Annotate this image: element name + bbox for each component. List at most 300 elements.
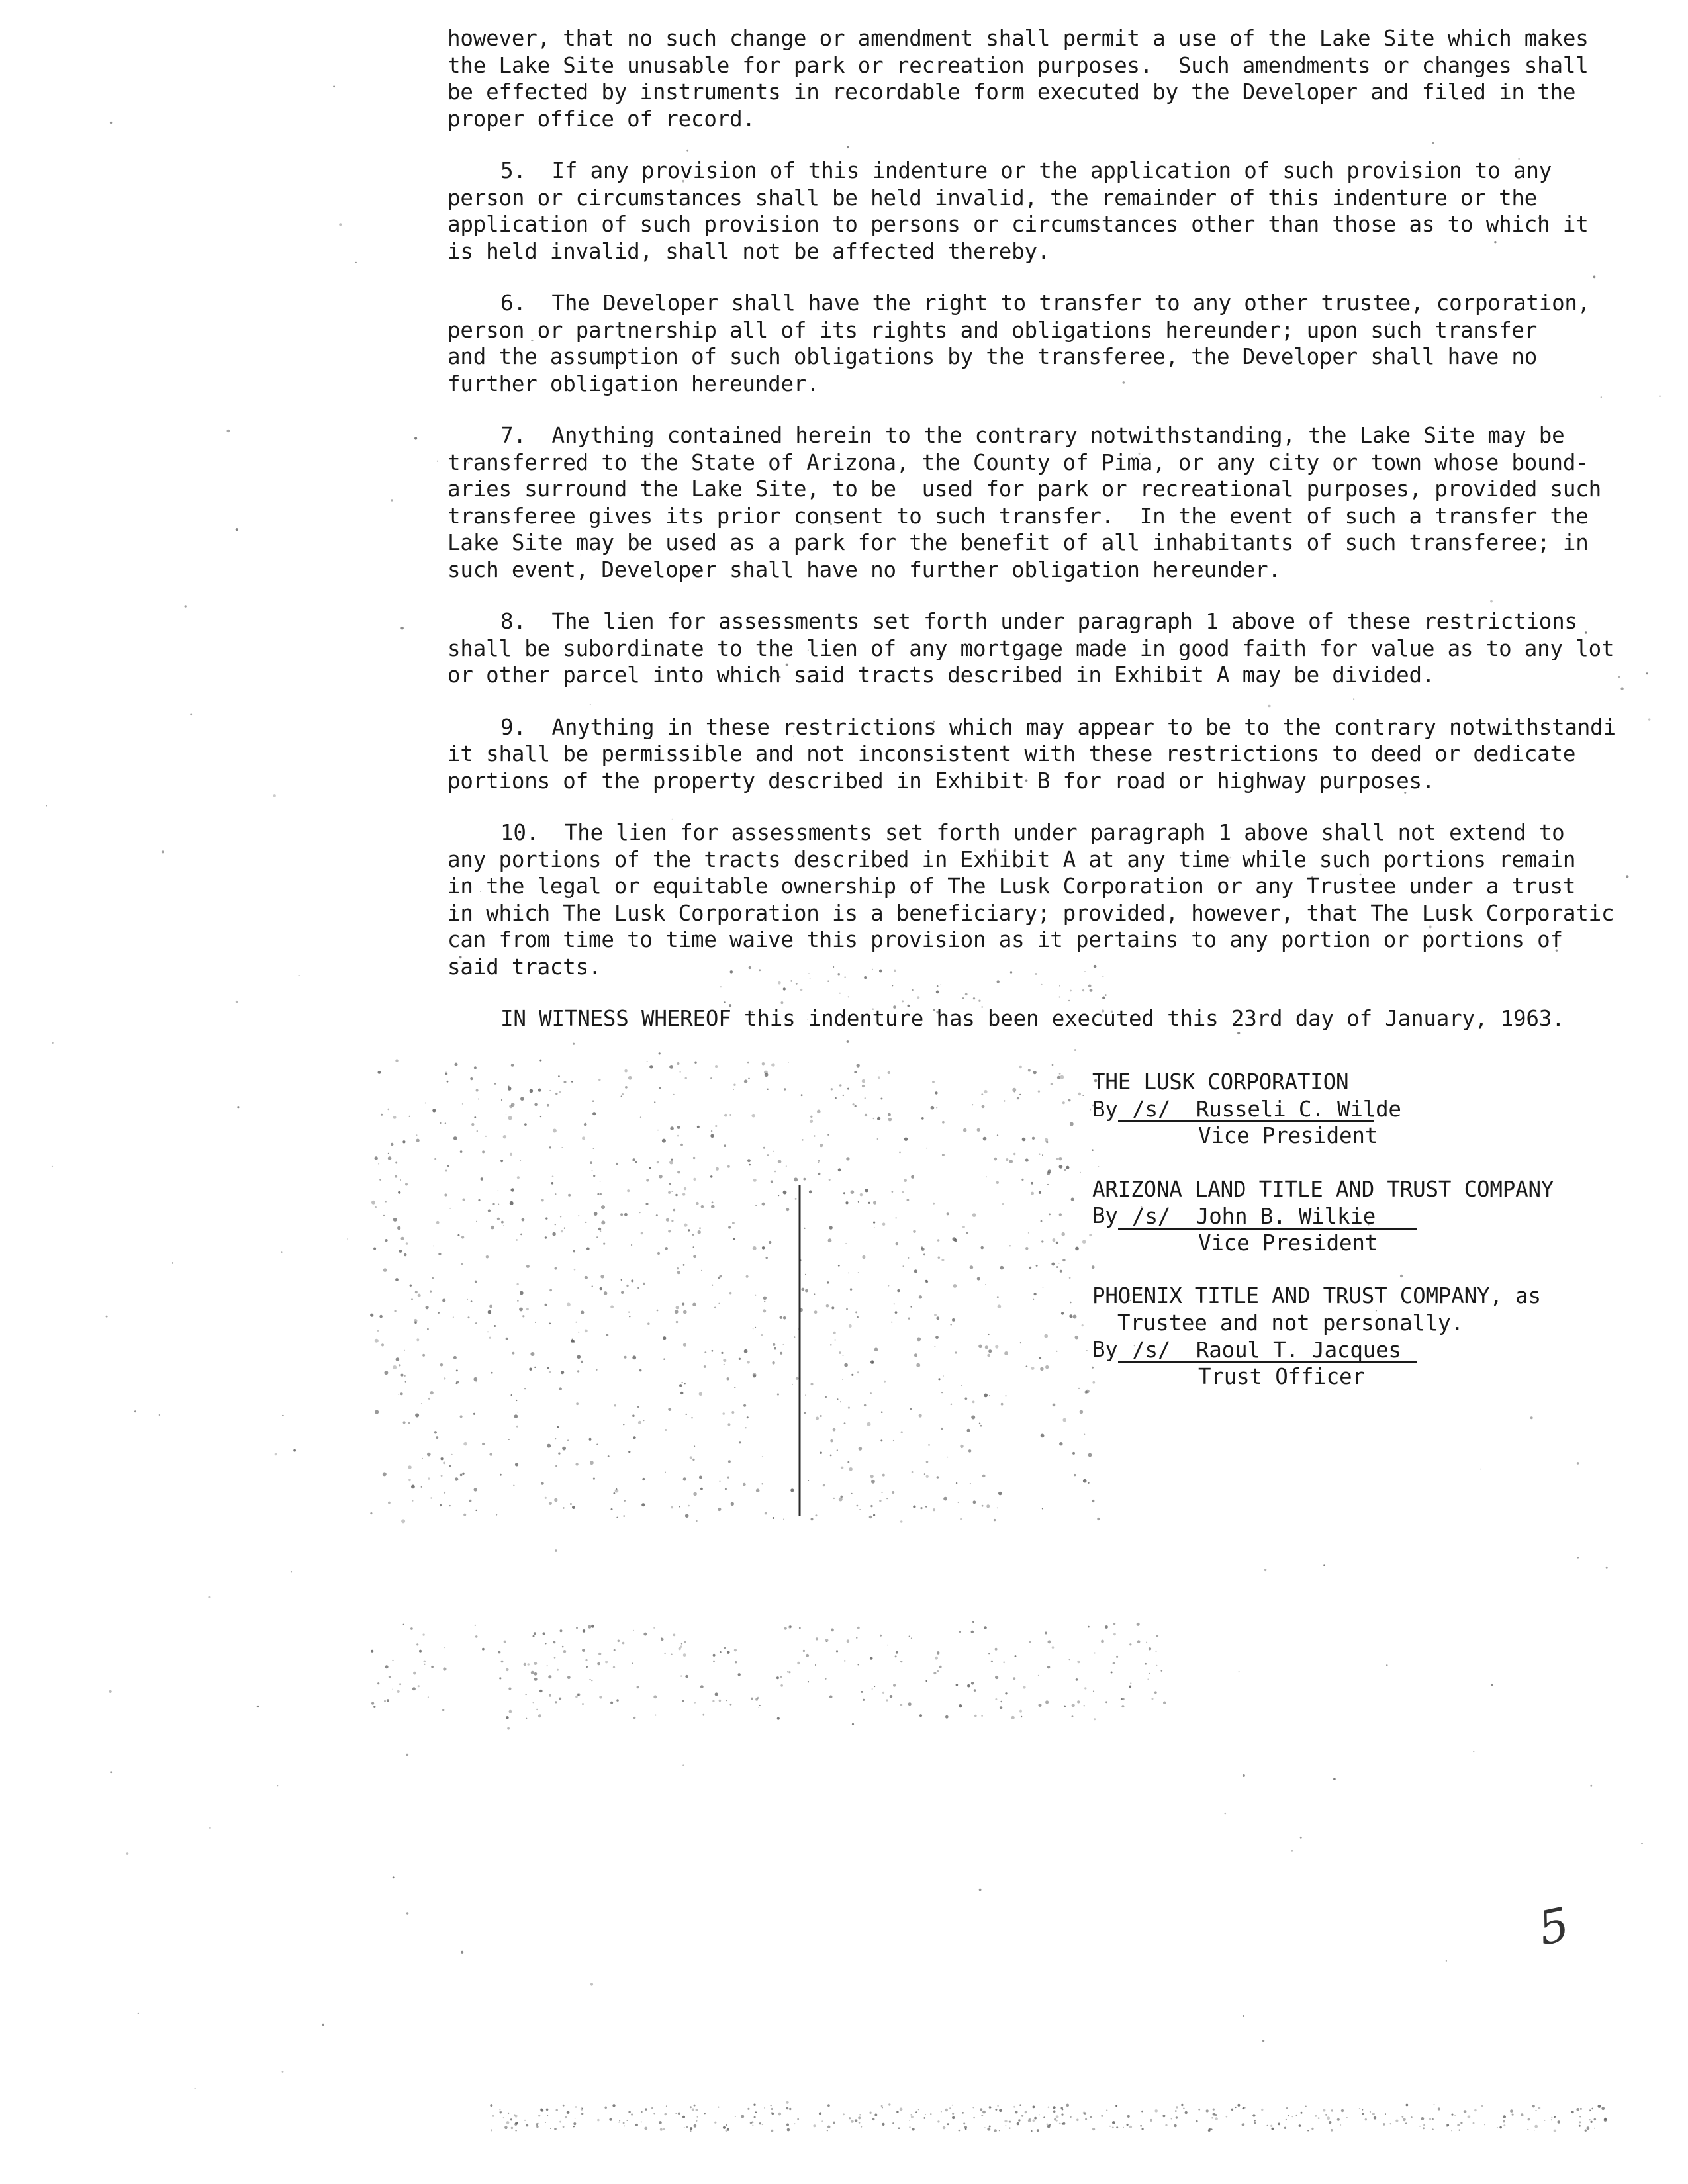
speckle-dot bbox=[710, 1134, 714, 1138]
speckle-dot bbox=[1084, 1705, 1085, 1706]
speckle-dot bbox=[1048, 1640, 1051, 1643]
paragraph-text: Anything contained herein to the contrary notwithstanding, the Lake Site may be transferred to the State of Arizona, the County of Pima, or any city or town whose bound- aries surround the Lake Site, to be used for park or recreational purposes, provided such transferee gives its prior consent to such transfer. In the event of such a transfer the Lake Site may be used as a park for the benefit of all inhabitants of such transferee; in such event, Developer shall have no further obligation hereunder. bbox=[447, 423, 1601, 582]
speckle-dot bbox=[726, 2130, 728, 2132]
speckle-dot bbox=[1061, 2113, 1063, 2115]
speckle-dot bbox=[763, 1297, 767, 1300]
speckle-dot bbox=[378, 1071, 381, 1074]
speckle-dot bbox=[847, 1461, 849, 1463]
speckle-dot bbox=[558, 1452, 560, 1454]
speckle-dot bbox=[915, 2111, 917, 2113]
speckle-dot bbox=[1039, 1191, 1041, 1194]
speckle-dot bbox=[881, 1411, 883, 1413]
speckle-dot bbox=[519, 1308, 523, 1312]
speckle-dot bbox=[1000, 1266, 1004, 1270]
speckle-dot bbox=[878, 1071, 879, 1072]
speckle-dot bbox=[1029, 2118, 1031, 2121]
speckle-dot bbox=[683, 1264, 685, 1266]
speckle-dot bbox=[891, 1322, 892, 1323]
speckle-dot bbox=[1331, 2129, 1333, 2132]
speckle-dot bbox=[857, 1627, 860, 1629]
speckle-dot bbox=[1075, 1247, 1079, 1251]
speckle-dot bbox=[549, 1146, 551, 1148]
speckle-dot bbox=[873, 1514, 875, 1516]
speckle-dot bbox=[1362, 2113, 1364, 2115]
speckle-dot bbox=[1534, 2125, 1538, 2128]
speckle-dot bbox=[999, 2130, 1000, 2131]
speckle-dot bbox=[1039, 1704, 1042, 1707]
speckle-dot bbox=[1083, 2112, 1086, 2115]
speckle-dot bbox=[701, 1270, 702, 1271]
speckle-dot bbox=[1147, 1678, 1149, 1680]
speckle-dot bbox=[907, 1199, 910, 1201]
speckle-dot bbox=[491, 1372, 493, 1374]
speckle-dot bbox=[526, 2124, 528, 2126]
signature-by-label: By bbox=[1092, 1203, 1118, 1228]
speckle-dot bbox=[1329, 2121, 1331, 2124]
speckle-dot bbox=[1019, 1094, 1021, 1095]
speckle-dot bbox=[900, 1704, 902, 1706]
speckle-dot bbox=[903, 1265, 904, 1267]
speckle-dot bbox=[377, 1330, 379, 1332]
speckle-dot bbox=[545, 1304, 547, 1306]
speckle-dot bbox=[1403, 2118, 1406, 2121]
speckle-dot bbox=[869, 1516, 872, 1519]
speckle-dot bbox=[846, 1308, 848, 1310]
speckle-dot bbox=[849, 1467, 853, 1471]
speckle-dot bbox=[628, 1076, 632, 1080]
speckle-dot bbox=[772, 1361, 775, 1365]
speckle-dot bbox=[702, 1714, 704, 1716]
speckle-dot bbox=[1174, 2124, 1176, 2127]
speckle-dot bbox=[925, 1680, 927, 1682]
speckle-dot bbox=[774, 1347, 776, 1350]
speckle-dot bbox=[1237, 2104, 1240, 2107]
speckle-dot bbox=[835, 1097, 837, 1099]
speckle-dot bbox=[923, 2117, 925, 2119]
speckle-dot bbox=[985, 1284, 986, 1285]
speckle-dot bbox=[888, 1071, 890, 1074]
speckle-dot bbox=[1372, 2113, 1375, 2115]
speckle-dot bbox=[1385, 2113, 1386, 2115]
speckle-dot bbox=[526, 1308, 529, 1310]
speckle-dot bbox=[998, 1492, 1002, 1496]
speckle-dot bbox=[424, 1664, 426, 1665]
speckle-dot bbox=[418, 1685, 420, 1687]
speckle-dot bbox=[1300, 1837, 1302, 1839]
speckle-dot bbox=[720, 1480, 721, 1482]
speckle-dot bbox=[859, 2122, 861, 2124]
speckle-dot bbox=[516, 1426, 518, 1428]
speckle-dot bbox=[700, 1685, 704, 1688]
speckle-dot bbox=[1521, 2113, 1524, 2116]
speckle-dot bbox=[597, 2119, 600, 2122]
speckle-dot bbox=[471, 1300, 473, 1302]
speckle-dot bbox=[827, 2104, 830, 2107]
speckle-dot bbox=[190, 713, 192, 715]
speckle-dot bbox=[621, 1279, 622, 1281]
speckle-dot bbox=[432, 1277, 434, 1279]
speckle-dot bbox=[1072, 1315, 1076, 1319]
speckle-dot bbox=[937, 1651, 940, 1655]
speckle-dot bbox=[508, 1439, 510, 1440]
speckle-dot bbox=[162, 850, 164, 853]
speckle-dot bbox=[991, 1661, 993, 1662]
speckle-dot bbox=[641, 2121, 642, 2122]
speckle-dot bbox=[836, 1650, 838, 1652]
signature-line bbox=[1092, 1203, 1622, 1230]
speckle-dot bbox=[395, 1278, 399, 1281]
speckle-dot bbox=[931, 1106, 935, 1110]
speckle-dot bbox=[616, 1699, 619, 1702]
speckle-dot bbox=[1039, 1357, 1041, 1359]
speckle-dot bbox=[624, 1500, 626, 1502]
speckle-dot bbox=[857, 1505, 859, 1507]
speckle-dot bbox=[282, 2071, 284, 2073]
speckle-dot bbox=[899, 1152, 901, 1154]
speckle-dot bbox=[422, 1633, 424, 1635]
speckle-dot bbox=[987, 1354, 990, 1357]
speckle-dot bbox=[503, 2117, 504, 2118]
speckle-dot bbox=[403, 1421, 406, 1424]
speckle-dot bbox=[1112, 2126, 1114, 2128]
speckle-dot bbox=[106, 1316, 108, 1318]
speckle-dot bbox=[1243, 1774, 1245, 1777]
speckle-dot bbox=[1606, 1567, 1608, 1569]
speckle-dot bbox=[829, 1695, 833, 1698]
paragraph-6 bbox=[447, 290, 1632, 397]
speckle-dot bbox=[538, 2115, 540, 2116]
speckle-dot bbox=[1243, 2107, 1245, 2109]
speckle-dot bbox=[522, 1218, 525, 1222]
speckle-dot bbox=[1043, 1287, 1044, 1288]
speckle-dot bbox=[997, 1508, 998, 1509]
speckle-dot bbox=[575, 2118, 576, 2119]
speckle-dot bbox=[388, 1502, 391, 1504]
speckle-dot bbox=[1066, 1166, 1069, 1169]
speckle-dot bbox=[1577, 1462, 1579, 1465]
speckle-dot bbox=[830, 1344, 832, 1346]
speckle-dot bbox=[872, 1688, 873, 1690]
speckle-dot bbox=[581, 2113, 583, 2115]
speckle-dot bbox=[52, 1042, 54, 1044]
speckle-dot bbox=[682, 1303, 684, 1306]
speckle-dot bbox=[862, 1079, 865, 1083]
speckle-dot bbox=[941, 1428, 943, 1430]
speckle-dot bbox=[1512, 2114, 1514, 2116]
speckle-dot bbox=[666, 1218, 669, 1222]
speckle-dot bbox=[1362, 2109, 1364, 2111]
speckle-dot bbox=[1594, 2118, 1597, 2121]
speckle-dot bbox=[925, 1506, 927, 1507]
speckle-dot bbox=[503, 1135, 506, 1138]
speckle-dot bbox=[475, 1625, 476, 1626]
paragraph-number: 5. bbox=[500, 158, 526, 183]
speckle-dot bbox=[848, 1273, 849, 1274]
speckle-dot bbox=[657, 1310, 659, 1312]
speckle-dot bbox=[858, 1272, 859, 1273]
speckle-dot bbox=[273, 794, 276, 797]
speckle-dot bbox=[517, 1412, 518, 1413]
speckle-dot bbox=[1005, 1692, 1007, 1694]
speckle-dot bbox=[794, 1177, 798, 1181]
speckle-dot bbox=[482, 1443, 485, 1445]
speckle-dot bbox=[1000, 1701, 1002, 1702]
speckle-dot bbox=[797, 1662, 800, 1664]
speckle-dot bbox=[506, 2128, 507, 2129]
speckle-dot bbox=[555, 1193, 557, 1195]
speckle-dot bbox=[608, 1455, 610, 1457]
speckle-dot bbox=[573, 2126, 575, 2127]
speckle-dot bbox=[710, 1175, 713, 1178]
speckle-dot bbox=[535, 1322, 536, 1323]
speckle-dot bbox=[668, 1408, 671, 1411]
speckle-dot bbox=[1046, 1141, 1048, 1143]
speckle-dot bbox=[1337, 2118, 1340, 2121]
speckle-dot bbox=[711, 1130, 712, 1132]
speckle-dot bbox=[896, 1242, 898, 1245]
speckle-dot bbox=[1039, 2114, 1040, 2115]
speckle-dot bbox=[762, 1456, 763, 1457]
speckle-dot bbox=[844, 1422, 846, 1424]
speckle-dot bbox=[851, 2120, 853, 2122]
speckle-dot bbox=[676, 1306, 679, 1309]
speckle-dot bbox=[437, 461, 438, 462]
speckle-dot bbox=[461, 1263, 463, 1265]
speckle-dot bbox=[1411, 2116, 1412, 2118]
speckle-dot bbox=[534, 1632, 536, 1635]
speckle-dot bbox=[576, 1627, 578, 1629]
speckle-dot bbox=[257, 1706, 259, 1707]
speckle-dot bbox=[486, 1255, 489, 1259]
speckle-dot bbox=[473, 1377, 477, 1381]
speckle-dot bbox=[539, 1060, 541, 1062]
speckle-dot bbox=[510, 1201, 514, 1205]
speckle-dot bbox=[393, 1876, 395, 1878]
speckle-dot bbox=[622, 1642, 625, 1645]
speckle-dot bbox=[375, 1410, 379, 1414]
speckle-dot bbox=[624, 1213, 628, 1216]
speckle-dot bbox=[982, 1505, 984, 1507]
paragraph-number: 8. bbox=[500, 609, 526, 634]
speckle-dot bbox=[1580, 2108, 1582, 2110]
speckle-dot bbox=[455, 1063, 458, 1066]
speckle-dot bbox=[555, 1549, 557, 1552]
speckle-dot bbox=[383, 1268, 387, 1272]
speckle-dot bbox=[1295, 2115, 1297, 2116]
speckle-dot bbox=[681, 1643, 682, 1644]
speckle-dot bbox=[592, 1112, 596, 1115]
speckle-dot bbox=[1473, 1751, 1474, 1752]
speckle-dot bbox=[1077, 1661, 1080, 1663]
speckle-dot bbox=[721, 1352, 723, 1354]
speckle-dot bbox=[989, 1395, 990, 1396]
speckle-dot bbox=[684, 1383, 686, 1384]
speckle-dot bbox=[720, 1651, 721, 1653]
speckle-dot bbox=[900, 1661, 902, 1662]
speckle-dot bbox=[886, 1498, 888, 1500]
speckle-dot bbox=[541, 1482, 543, 1484]
speckle-dot bbox=[887, 1645, 888, 1646]
speckle-dot bbox=[1318, 2117, 1320, 2119]
speckle-dot bbox=[590, 1679, 591, 1680]
speckle-dot bbox=[715, 1125, 717, 1127]
speckle-dot bbox=[1009, 1245, 1011, 1246]
speckle-dot bbox=[632, 1158, 635, 1161]
speckle-dot bbox=[434, 1431, 437, 1433]
speckle-dot bbox=[582, 1649, 585, 1652]
speckle-dot bbox=[567, 1439, 569, 1441]
speckle-dot bbox=[921, 1248, 925, 1251]
speckle-dot bbox=[447, 1081, 449, 1083]
speckle-dot bbox=[414, 437, 417, 439]
speckle-dot bbox=[1019, 1066, 1022, 1069]
speckle-dot bbox=[1052, 1646, 1055, 1649]
speckle-dot bbox=[675, 1194, 678, 1197]
speckle-dot bbox=[688, 1505, 690, 1507]
speckle-dot bbox=[516, 1400, 517, 1401]
speckle-dot bbox=[1017, 1097, 1019, 1099]
speckle-dot bbox=[978, 1345, 982, 1349]
signature-by-label: By bbox=[1092, 1337, 1118, 1362]
speckle-dot bbox=[839, 1351, 841, 1354]
speckle-dot bbox=[1286, 2107, 1288, 2109]
speckle-dot bbox=[761, 1483, 763, 1484]
speckle-dot bbox=[1242, 2123, 1245, 2126]
speckle-dot bbox=[731, 1411, 734, 1414]
speckle-dot bbox=[997, 1134, 998, 1136]
speckle-dot bbox=[933, 1203, 935, 1205]
speckle-dot bbox=[438, 1312, 440, 1314]
speckle-dot bbox=[771, 2130, 773, 2132]
speckle-dot bbox=[408, 1422, 410, 1424]
speckle-dot bbox=[1438, 2107, 1440, 2110]
speckle-dot bbox=[393, 1218, 397, 1222]
speckle-dot bbox=[865, 1114, 867, 1116]
speckle-dot bbox=[676, 1321, 679, 1324]
speckle-dot bbox=[1059, 1442, 1062, 1445]
speckle-dot bbox=[195, 2088, 196, 2089]
speckle-dot bbox=[1331, 2109, 1333, 2111]
speckle-dot bbox=[427, 1328, 429, 1330]
speckle-dot bbox=[756, 1488, 760, 1492]
speckle-dot bbox=[1557, 2120, 1560, 2124]
speckle-dot bbox=[820, 1144, 823, 1147]
speckle-dot bbox=[842, 1379, 843, 1380]
speckle-dot bbox=[473, 1413, 475, 1415]
speckle-dot bbox=[1034, 2117, 1037, 2120]
speckle-dot bbox=[1648, 718, 1650, 720]
speckle-dot bbox=[485, 1136, 487, 1137]
speckle-dot bbox=[827, 1281, 829, 1283]
speckle-dot bbox=[512, 1352, 515, 1355]
speckle-dot bbox=[679, 1647, 681, 1650]
speckle-dot bbox=[786, 1165, 787, 1167]
speckle-dot bbox=[487, 1332, 489, 1333]
speckle-dot bbox=[555, 1267, 557, 1270]
speckle-dot bbox=[1047, 1171, 1050, 1175]
speckle-dot bbox=[731, 1502, 734, 1506]
speckle-dot bbox=[697, 2116, 698, 2118]
speckle-dot bbox=[831, 1088, 833, 1090]
speckle-dot bbox=[799, 1627, 801, 1629]
speckle-dot bbox=[735, 1661, 737, 1663]
speckle-dot bbox=[514, 1414, 518, 1418]
speckle-dot bbox=[549, 1502, 552, 1505]
speckle-dot bbox=[637, 1406, 639, 1408]
speckle-dot bbox=[657, 1161, 659, 1163]
speckle-dot bbox=[592, 1285, 593, 1287]
speckle-dot bbox=[1072, 1452, 1075, 1455]
speckle-dot bbox=[682, 2116, 685, 2118]
speckle-dot bbox=[1451, 2130, 1452, 2132]
speckle-dot bbox=[935, 1336, 939, 1339]
speckle-dot bbox=[601, 1205, 605, 1209]
speckle-dot bbox=[524, 1388, 526, 1389]
speckle-dot bbox=[692, 1459, 694, 1461]
speckle-dot bbox=[498, 1190, 499, 1191]
speckle-dot bbox=[963, 1128, 967, 1132]
speckle-dot bbox=[659, 1087, 661, 1089]
speckle-dot bbox=[444, 1193, 447, 1196]
speckle-dot bbox=[989, 2106, 992, 2109]
speckle-dot bbox=[555, 1093, 557, 1095]
speckle-dot bbox=[461, 1236, 464, 1238]
speckle-dot bbox=[443, 1667, 446, 1670]
speckle-dot bbox=[692, 2109, 694, 2111]
speckle-dot bbox=[755, 1327, 756, 1328]
speckle-dot bbox=[621, 1291, 624, 1294]
speckle-dot bbox=[1421, 2117, 1425, 2120]
speckle-dot bbox=[988, 1334, 990, 1335]
speckle-dot bbox=[478, 1098, 479, 1099]
speckle-dot bbox=[684, 2127, 685, 2128]
speckle-dot bbox=[138, 2013, 139, 2014]
speckle-dot bbox=[691, 1417, 692, 1418]
speckle-dot bbox=[896, 2111, 898, 2113]
speckle-dot bbox=[974, 1715, 977, 1717]
speckle-dot bbox=[794, 2124, 796, 2125]
speckle-dot bbox=[610, 1702, 613, 1704]
speckle-dot bbox=[764, 1301, 765, 1302]
speckle-dot bbox=[1049, 1214, 1051, 1216]
speckle-dot bbox=[322, 2024, 324, 2026]
speckle-dot bbox=[1047, 1666, 1050, 1668]
paragraph-text: Anything in these restrictions which may appear to be to the contrary notwithstandi it shall be permissible and not inconsistent with these restrictions to deed or dedicate portions of the property described in Exhibit B for road or highway purposes. bbox=[447, 714, 1616, 794]
speckle-dot bbox=[1429, 2118, 1431, 2120]
speckle-dot bbox=[126, 1852, 129, 1855]
speckle-dot bbox=[839, 1498, 843, 1502]
speckle-dot bbox=[1009, 2121, 1011, 2123]
speckle-dot bbox=[1019, 1710, 1022, 1713]
speckle-dot bbox=[1474, 2109, 1477, 2112]
speckle-dot bbox=[406, 1754, 408, 1756]
speckle-dot bbox=[1019, 2104, 1021, 2106]
speckle-dot bbox=[1587, 2126, 1590, 2130]
speckle-dot bbox=[704, 2113, 706, 2114]
speckle-dot bbox=[805, 1274, 806, 1275]
speckle-dot bbox=[892, 1191, 894, 1193]
speckle-dot bbox=[503, 1225, 504, 1226]
speckle-dot bbox=[557, 1426, 559, 1428]
speckle-dot bbox=[610, 1305, 614, 1308]
speckle-dot bbox=[401, 1519, 405, 1523]
speckle-dot bbox=[404, 1253, 406, 1256]
speckle-dot bbox=[291, 1571, 292, 1572]
speckle-dot bbox=[727, 1165, 730, 1168]
speckle-dot bbox=[1017, 2122, 1019, 2125]
speckle-dot bbox=[1386, 1664, 1387, 1666]
speckle-dot bbox=[727, 1477, 729, 1479]
